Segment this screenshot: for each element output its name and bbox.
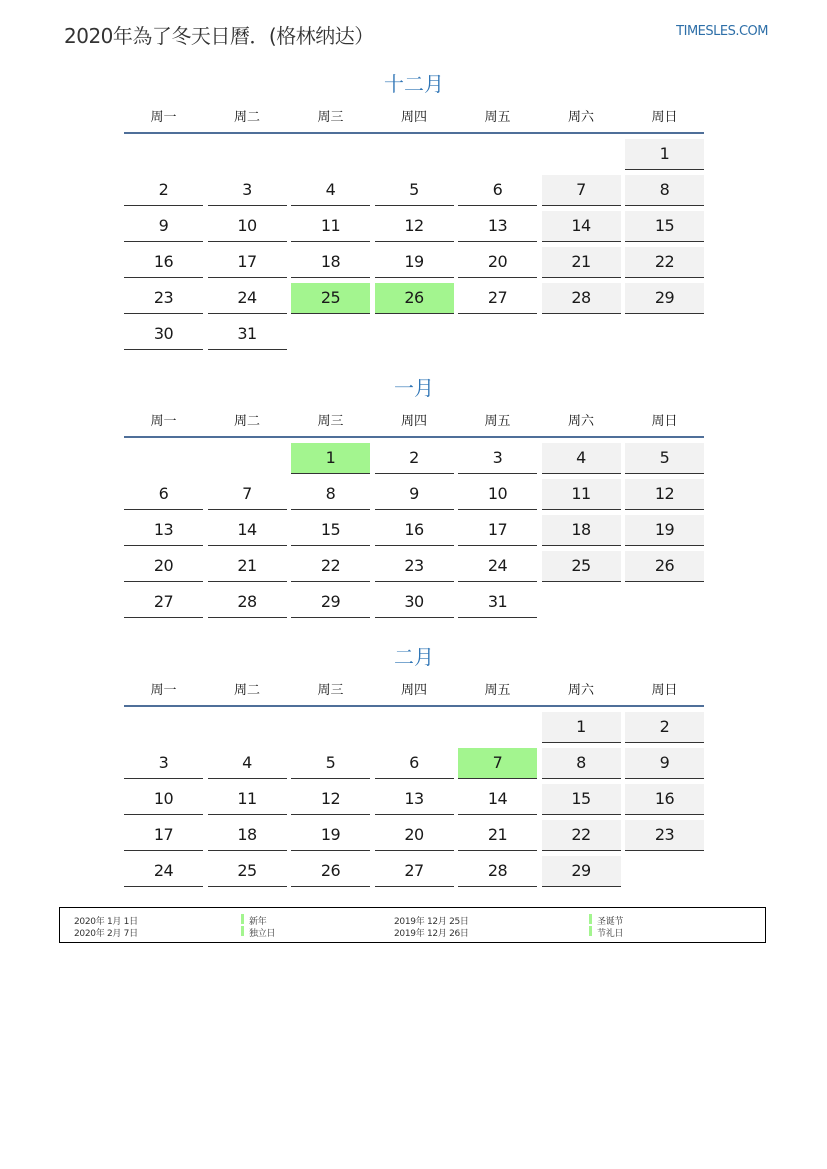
day-cell: 11: [291, 211, 370, 242]
month-name: 十二月: [384, 72, 444, 96]
legend-date: 2020年 2月 7日: [74, 929, 138, 939]
day-cell: 11: [208, 784, 287, 815]
weekday-label: 周五: [484, 413, 511, 429]
day-grid: [124, 438, 704, 618]
day-cell: 14: [208, 515, 287, 546]
day-cell: 26: [625, 551, 704, 582]
day-cell: 19: [625, 515, 704, 546]
legend-marker: [589, 914, 592, 924]
empty-day-cell: [291, 712, 370, 742]
day-cell: 15: [291, 515, 370, 546]
day-cell: 10: [458, 479, 537, 510]
day-cell: 19: [375, 247, 454, 278]
day-cell: 9: [625, 748, 704, 779]
month-january: [124, 374, 704, 618]
day-cell: 10: [124, 784, 203, 815]
day-cell: 25: [542, 551, 621, 582]
month-name: 一月: [394, 376, 434, 400]
empty-day-cell: [458, 139, 537, 169]
day-cell: 24: [124, 856, 203, 887]
weekday-label: 周五: [484, 109, 511, 125]
day-cell: 17: [124, 820, 203, 851]
day-cell: 3: [124, 748, 203, 779]
legend-date: 2019年 12月 25日: [394, 917, 469, 927]
day-cell: 30: [375, 587, 454, 618]
day-cell: 23: [375, 551, 454, 582]
day-cell: 30: [124, 319, 203, 350]
day-cell: 13: [124, 515, 203, 546]
weekday-label: 周日: [651, 109, 678, 125]
day-cell: 29: [291, 587, 370, 618]
holiday-day-cell: 25: [291, 283, 370, 314]
day-cell: 2: [375, 443, 454, 474]
day-cell: 21: [208, 551, 287, 582]
day-cell: 7: [542, 175, 621, 206]
day-cell: 29: [542, 856, 621, 887]
weekday-label: 周三: [317, 413, 344, 429]
day-cell: 5: [625, 443, 704, 474]
day-cell: 14: [458, 784, 537, 815]
day-cell: 29: [625, 283, 704, 314]
day-cell: 16: [625, 784, 704, 815]
day-cell: 12: [375, 211, 454, 242]
day-cell: 16: [375, 515, 454, 546]
day-cell: 28: [208, 587, 287, 618]
weekday-label: 周四: [400, 109, 427, 125]
legend-date: 2019年 12月 26日: [394, 929, 469, 939]
weekday-label: 周日: [651, 413, 678, 429]
holiday-day-cell: 26: [375, 283, 454, 314]
day-cell: 8: [625, 175, 704, 206]
empty-day-cell: [124, 139, 203, 169]
day-cell: 25: [208, 856, 287, 887]
weekday-label: 周六: [567, 682, 594, 698]
empty-day-cell: [375, 712, 454, 742]
empty-day-cell: [124, 712, 203, 742]
holiday-day-cell: 1: [291, 443, 370, 474]
day-cell: 22: [291, 551, 370, 582]
month-december: [124, 70, 704, 350]
day-cell: 2: [625, 712, 704, 743]
legend-holiday-name: 圣诞节: [597, 917, 624, 927]
legend-marker: [241, 926, 244, 936]
day-cell: 1: [542, 712, 621, 743]
day-cell: 17: [208, 247, 287, 278]
legend-marker: [589, 926, 592, 936]
day-cell: 12: [291, 784, 370, 815]
weekday-label: 周四: [400, 413, 427, 429]
legend-holiday-name: 节礼日: [597, 929, 624, 939]
empty-day-cell: [208, 139, 287, 169]
legend-holiday-name: 独立日: [249, 929, 276, 939]
day-cell: 10: [208, 211, 287, 242]
day-cell: 5: [291, 748, 370, 779]
day-cell: 9: [124, 211, 203, 242]
empty-day-cell: [375, 139, 454, 169]
day-cell: 28: [458, 856, 537, 887]
day-cell: 24: [208, 283, 287, 314]
day-cell: 16: [124, 247, 203, 278]
legend-marker: [241, 914, 244, 924]
weekday-label: 周二: [233, 109, 260, 125]
weekday-label: 周六: [567, 413, 594, 429]
month-name: 二月: [394, 645, 434, 669]
day-cell: 27: [124, 587, 203, 618]
day-cell: 1: [625, 139, 704, 170]
empty-day-cell: [124, 443, 203, 473]
legend-date: 2020年 1月 1日: [74, 917, 138, 927]
day-cell: 3: [458, 443, 537, 474]
day-cell: 4: [542, 443, 621, 474]
weekday-label: 周三: [317, 109, 344, 125]
day-cell: 21: [542, 247, 621, 278]
weekday-label: 周五: [484, 682, 511, 698]
day-cell: 18: [291, 247, 370, 278]
day-grid: [124, 134, 704, 350]
weekday-header: [124, 98, 704, 134]
weekday-label: 周一: [150, 109, 177, 125]
weekday-label: 周一: [150, 413, 177, 429]
day-cell: 22: [625, 247, 704, 278]
empty-day-cell: [458, 712, 537, 742]
weekday-label: 周三: [317, 682, 344, 698]
empty-day-cell: [542, 139, 621, 169]
legend-holiday-name: 新年: [249, 917, 267, 927]
day-cell: 8: [542, 748, 621, 779]
day-cell: 15: [625, 211, 704, 242]
day-cell: 17: [458, 515, 537, 546]
day-cell: 4: [208, 748, 287, 779]
day-cell: 13: [458, 211, 537, 242]
weekday-header: [124, 402, 704, 438]
day-cell: 21: [458, 820, 537, 851]
day-cell: 7: [208, 479, 287, 510]
empty-day-cell: [208, 712, 287, 742]
day-cell: 6: [375, 748, 454, 779]
day-cell: 28: [542, 283, 621, 314]
day-cell: 18: [542, 515, 621, 546]
day-cell: 20: [375, 820, 454, 851]
day-cell: 12: [625, 479, 704, 510]
weekday-label: 周二: [233, 413, 260, 429]
day-cell: 23: [124, 283, 203, 314]
holiday-legend: [59, 907, 766, 943]
weekday-label: 周日: [651, 682, 678, 698]
day-cell: 6: [124, 479, 203, 510]
weekday-label: 周六: [567, 109, 594, 125]
day-cell: 22: [542, 820, 621, 851]
day-cell: 8: [291, 479, 370, 510]
day-cell: 6: [458, 175, 537, 206]
empty-day-cell: [291, 139, 370, 169]
day-cell: 27: [458, 283, 537, 314]
day-cell: 4: [291, 175, 370, 206]
day-cell: 23: [625, 820, 704, 851]
day-cell: 5: [375, 175, 454, 206]
month-february: [124, 643, 704, 887]
holiday-day-cell: 7: [458, 748, 537, 779]
day-cell: 15: [542, 784, 621, 815]
day-cell: 24: [458, 551, 537, 582]
day-cell: 14: [542, 211, 621, 242]
day-cell: 19: [291, 820, 370, 851]
day-cell: 2: [124, 175, 203, 206]
day-cell: 31: [208, 319, 287, 350]
weekday-label: 周四: [400, 682, 427, 698]
weekday-label: 周二: [233, 682, 260, 698]
day-cell: 13: [375, 784, 454, 815]
day-grid: [124, 707, 704, 887]
empty-day-cell: [208, 443, 287, 473]
day-cell: 26: [291, 856, 370, 887]
day-cell: 20: [124, 551, 203, 582]
day-cell: 9: [375, 479, 454, 510]
day-cell: 27: [375, 856, 454, 887]
day-cell: 18: [208, 820, 287, 851]
day-cell: 3: [208, 175, 287, 206]
day-cell: 31: [458, 587, 537, 618]
weekday-label: 周一: [150, 682, 177, 698]
day-cell: 20: [458, 247, 537, 278]
day-cell: 11: [542, 479, 621, 510]
site-link[interactable]: TIMESLES.COM: [676, 24, 768, 39]
page-title: 2020年為了冬天日曆．(格林纳达）: [64, 24, 374, 48]
weekday-header: [124, 671, 704, 707]
